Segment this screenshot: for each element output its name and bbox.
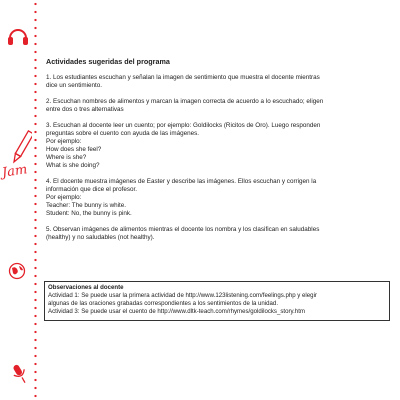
observation-line: Actividad 3: Se puede usar el cuento de http://www.dltk-teach.com/rhymes/goldilocks_story.htm: [48, 308, 305, 315]
activity-line: Where is she?: [46, 154, 87, 161]
dotted-margin-line: [34, 0, 37, 400]
globe-icon: [8, 262, 26, 280]
activity-line: 5. Observan imágenes de alimentos mientras el docente los nombra y los clasifican en saludables: [46, 226, 320, 233]
activity-line: Por ejemplo:: [46, 138, 82, 145]
activity-line: información que dice el profesor.: [46, 186, 138, 193]
activities-section: [46, 58, 386, 250]
activity-line: Teacher: The bunny is white.: [46, 202, 127, 209]
handwritten-word: Jam: [1, 162, 29, 181]
activity-line: preguntas sobre el cuento con ayuda de las imágenes.: [46, 130, 199, 137]
activity-line: How does she feel?: [46, 146, 102, 153]
observation-line: Actividad 1: Se puede usar la primera actividad de http://www.123listening.com/feelings.php y elegir: [48, 292, 317, 299]
section-title: Actividades sugeridas del programa: [46, 57, 170, 66]
activity-line: entre dos o tres alternativas: [46, 106, 124, 113]
observations-title: Observaciones al docente: [48, 284, 124, 291]
activity-line: dice un sentimiento.: [46, 82, 103, 89]
activity-line: 4. El docente muestra imágenes de Easter y describe las imágenes. Ellos escuchan y corrigen la: [46, 178, 317, 185]
activity-item-2: [46, 98, 386, 114]
headphones-icon: [6, 24, 30, 48]
activity-item-3: [46, 122, 386, 170]
activity-line: 3. Escuchan al docente leer un cuento; por ejemplo: Goldilocks (Ricitos de Oro). Luego responden: [46, 122, 321, 129]
teacher-observations-box: [44, 281, 390, 321]
activity-item-4: [46, 178, 386, 218]
activity-line: (healthy) y no saludables (not healthy).: [46, 234, 155, 241]
decorative-sidebar: [0, 0, 40, 400]
activity-line: Por ejemplo:: [46, 194, 82, 201]
microphone-icon: [10, 362, 30, 386]
activity-item-5: [46, 226, 386, 242]
activity-line: Student: No, the bunny is pink.: [46, 210, 132, 217]
activity-item-1: [46, 74, 386, 90]
activity-line: What is she doing?: [46, 162, 100, 169]
activity-line: 2. Escuchan nombres de alimentos y marcan la imagen correcta de acuerdo a lo escuchado; eligen: [46, 98, 324, 105]
activity-line: 1. Los estudiantes escuchan y señalan la imagen de sentimiento que muestra el docente mientras: [46, 74, 320, 81]
observation-line: algunas de las oraciones grabadas correspondientes a los sentimientos de la unidad.: [48, 300, 279, 307]
